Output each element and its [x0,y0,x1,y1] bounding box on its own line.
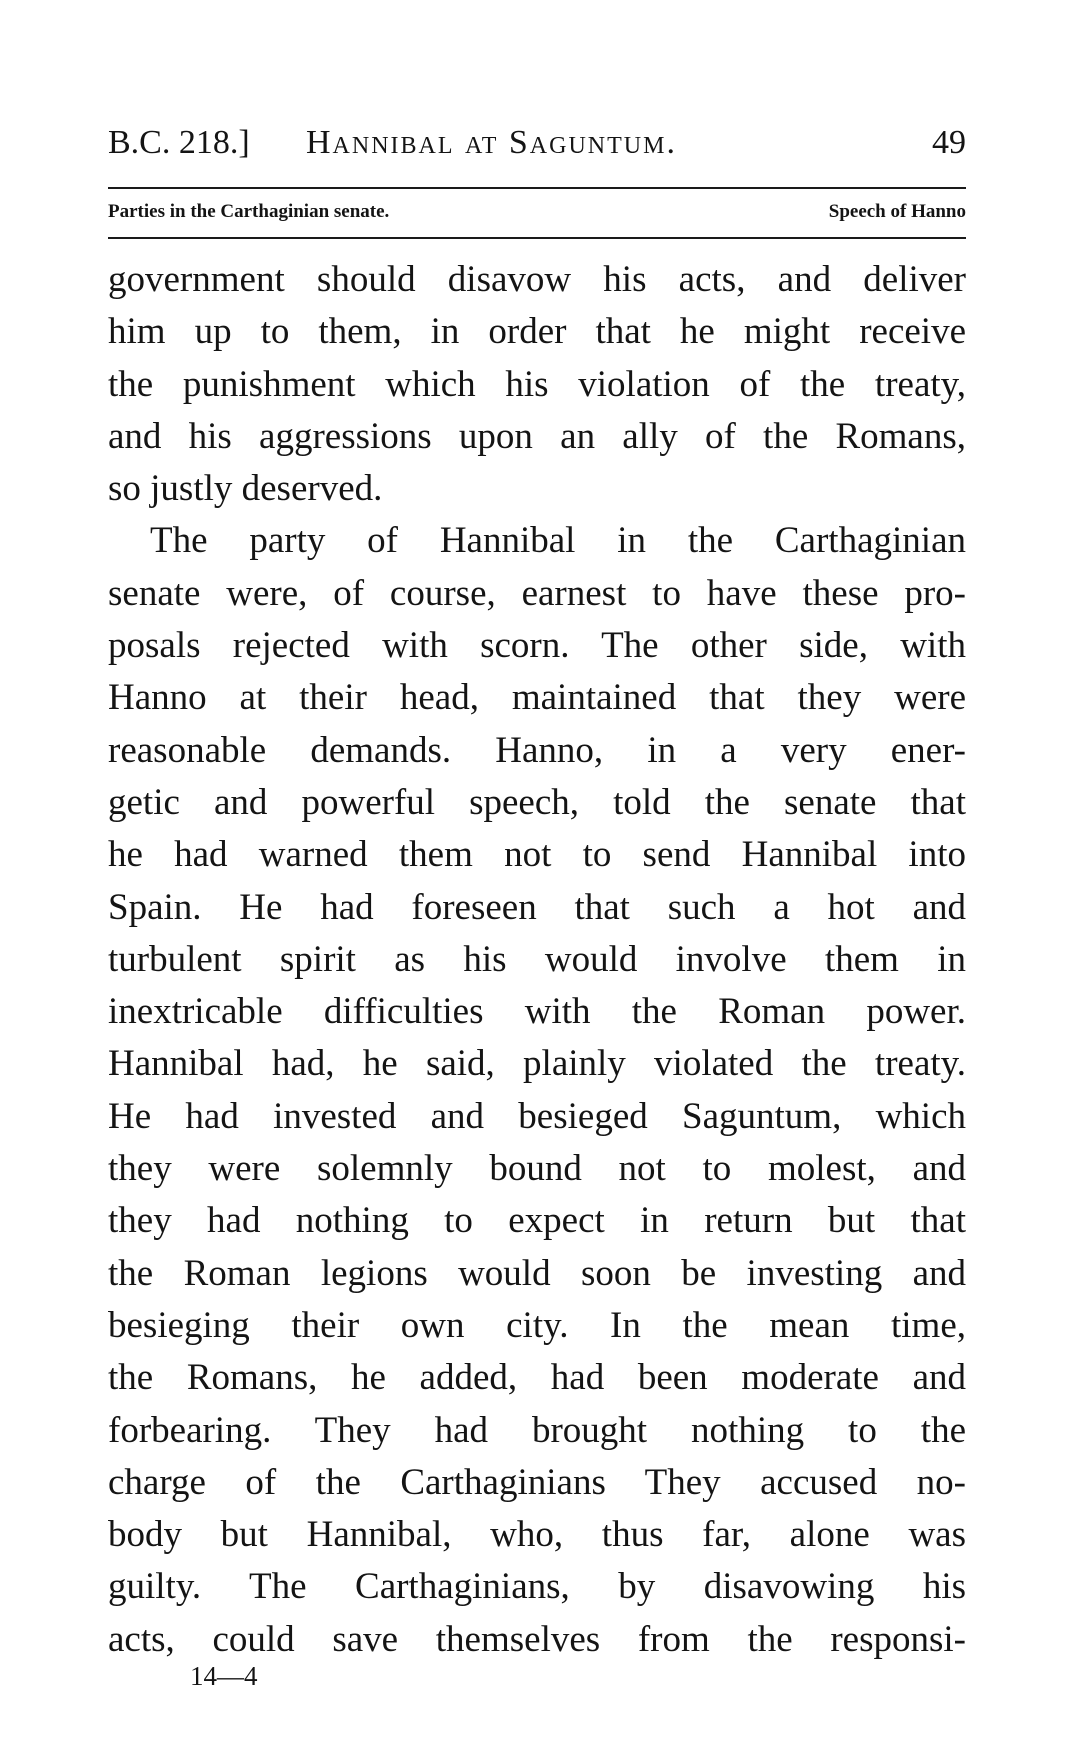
text-line: him up to them, in order that he might receive [108,311,966,353]
text-line: getic and powerful speech, told the senate that [108,781,966,823]
header-rule-bottom [108,237,966,239]
text-line: Hanno at their head, maintained that they were [108,677,966,719]
text-line: so justly deserved. [108,468,383,510]
running-head-date: B.C. 218.] [108,124,250,161]
text-line: senate were, of course, earnest to have these pro- [108,572,966,614]
running-head-title: Hannibal at Saguntum. [306,124,677,161]
text-line: forbearing. They had brought nothing to the [108,1409,966,1451]
text-line: turbulent spirit as his would involve them in [108,938,966,980]
text-line: besieging their own city. In the mean time, [108,1304,966,1346]
running-head [108,118,966,168]
text-line: and his aggressions upon an ally of the Romans, [108,415,966,457]
text-line: the Roman legions would soon be investing and [108,1252,966,1294]
text-line: government should disavow his acts, and deliver [108,259,966,300]
subhead [108,192,966,232]
body-text [108,254,966,1666]
text-line: body but Hannibal, who, thus far, alone was [108,1514,966,1556]
text-line: the Romans, he added, had been moderate and [108,1357,966,1399]
subhead-right: Speech of Hanno [828,201,966,222]
text-line: Spain. He had foreseen that such a hot and [108,886,966,928]
text-line: he had warned them not to send Hannibal into [108,834,966,876]
subhead-left: Parties in the Carthaginian senate. [108,201,390,222]
text-line: they had nothing to expect in return but that [108,1200,966,1242]
text-line: Hannibal had, he said, plainly violated the treaty. [108,1043,966,1085]
text-line: the punishment which his violation of the treaty, [108,363,966,405]
text-line: charge of the Carthaginians They accused no- [108,1461,966,1503]
text-line: inextricable difficulties with the Roman power. [108,991,966,1033]
text-line: guilty. The Carthaginians, by disavowing his [108,1566,966,1608]
text-line: posals rejected with scorn. The other side, with [108,625,966,667]
text-line: acts, could save themselves from the responsi- [108,1618,966,1660]
text-line: He had invested and besieged Saguntum, which [108,1095,966,1137]
signature-mark: 14—4 [190,1661,258,1691]
text-line: The party of Hannibal in the Carthaginian [150,520,966,562]
text-line: they were solemnly bound not to molest, and [108,1148,966,1190]
text-line: reasonable demands. Hanno, in a very ener- [108,729,966,771]
page-number: 49 [932,124,966,161]
header-rule-top [108,187,966,189]
